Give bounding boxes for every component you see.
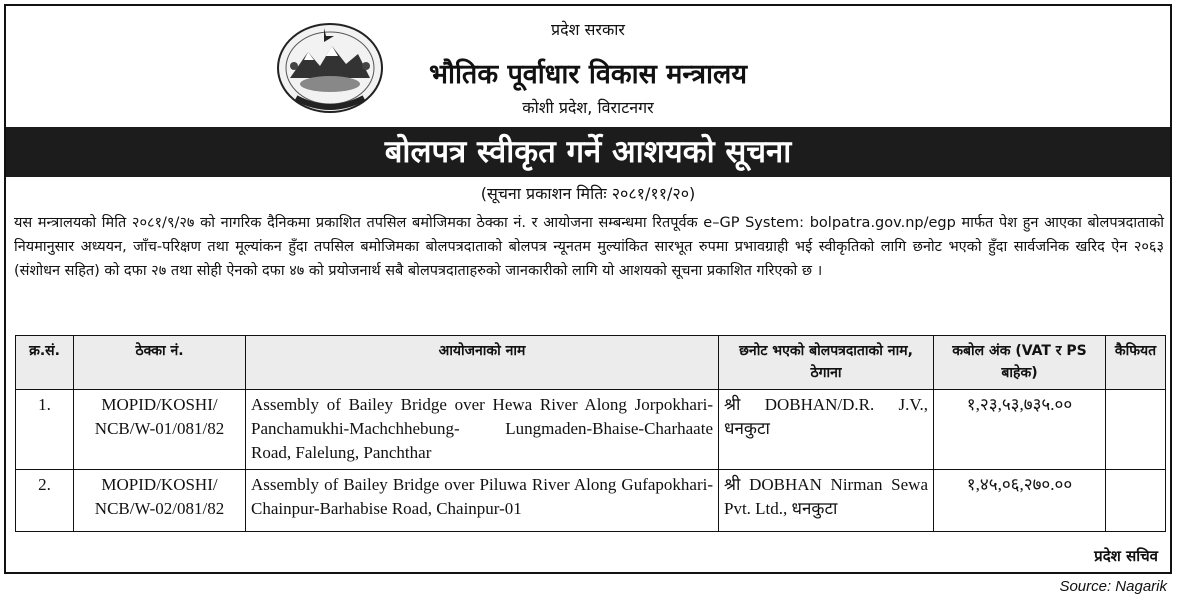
bid-table	[15, 335, 1166, 532]
cell-contract: MOPID/KOSHI/ NCB/W-02/081/82	[74, 470, 246, 532]
table-row	[16, 470, 1166, 532]
cell-project: Assembly of Bailey Bridge over Hewa River Along Jorpokhari-Panchamukhi-Machchhebung- Lungmaden-Bhaise-Charhaate Road, Falelung, Panchthar	[246, 390, 719, 470]
header-contract: ठेक्का नं.	[74, 336, 246, 390]
cell-bidder: श्री DOBHAN/D.R. J.V., धनकुटा	[719, 390, 934, 470]
cell-amount: १,४५,०६,२७०.००	[934, 470, 1106, 532]
notice-title: बोलपत्र स्वीकृत गर्ने आशयको सूचना	[6, 127, 1170, 177]
header-sn: क्र.सं.	[16, 336, 74, 390]
header-amount: कबोल अंक (VAT र PS बाहेक)	[934, 336, 1106, 390]
cell-contract: MOPID/KOSHI/ NCB/W-01/081/82	[74, 390, 246, 470]
table-row	[16, 390, 1166, 470]
header-remarks: कैफियत	[1106, 336, 1166, 390]
cell-amount: १,२३,५३,७३५.००	[934, 390, 1106, 470]
notice-frame	[4, 4, 1172, 574]
cell-bidder: श्री DOBHAN Nirman Sewa Pvt. Ltd., धनकुटा	[719, 470, 934, 532]
table-header-row	[16, 336, 1166, 390]
cell-sn: 1.	[16, 390, 74, 470]
signature-designation: प्रदेश सचिव	[1094, 547, 1158, 565]
publication-date: (सूचना प्रकाशन मितिः २०८१/११/२०)	[480, 184, 696, 203]
ministry-address: कोशी प्रदेश, विराटनगर	[522, 98, 654, 117]
cell-sn: 2.	[16, 470, 74, 532]
government-label: प्रदेश सरकार	[551, 20, 625, 39]
cell-remarks	[1106, 390, 1166, 470]
cell-project: Assembly of Bailey Bridge over Piluwa River Along Gufapokhari-Chainpur-Barhabise Road, Chainpur-01	[246, 470, 719, 532]
header-bidder: छनोट भएको बोलपत्रदाताको नाम, ठेगाना	[719, 336, 934, 390]
notice-body: यस मन्त्रालयको मिति २०८१/९/२७ को नागरिक दैनिकमा प्रकाशित तपसिल बमोजिमका ठेक्का नं. र आयोजना सम्बन्धमा रितपूर्वक e–GP System: bolpatra.gov.np/egp मार्फत पेश हुन आएका बोलपत्रदाताको नियमानुसार अध्ययन, जाँच-परिक्षण तथा मूल्यांकन हुँदा तपसिल बमोजिमका बोलपत्रदाताको बोलपत्र न्यूनतम मुल्यांकित सारभूत रुपमा प्रभावग्राही भई स्वीकृतिको लागि छनोट भएको हुँदा सार्वजनिक खरिद ऐन २०६३ (संशोधन सहित) को दफा २७ तथा सोही ऐनको दफा ४७ को प्रयोजनार्थ सबै बोलपत्रदाताहरुको जानकारीको लागि यो आशयको सूचना प्रकाशित गरिएको छ ।	[14, 215, 1164, 279]
header-project: आयोजनाको नाम	[246, 336, 719, 390]
cell-remarks	[1106, 470, 1166, 532]
source-credit: Source: Nagarik	[1059, 578, 1167, 595]
ministry-name: भौतिक पूर्वाधार विकास मन्त्रालय	[428, 59, 748, 90]
